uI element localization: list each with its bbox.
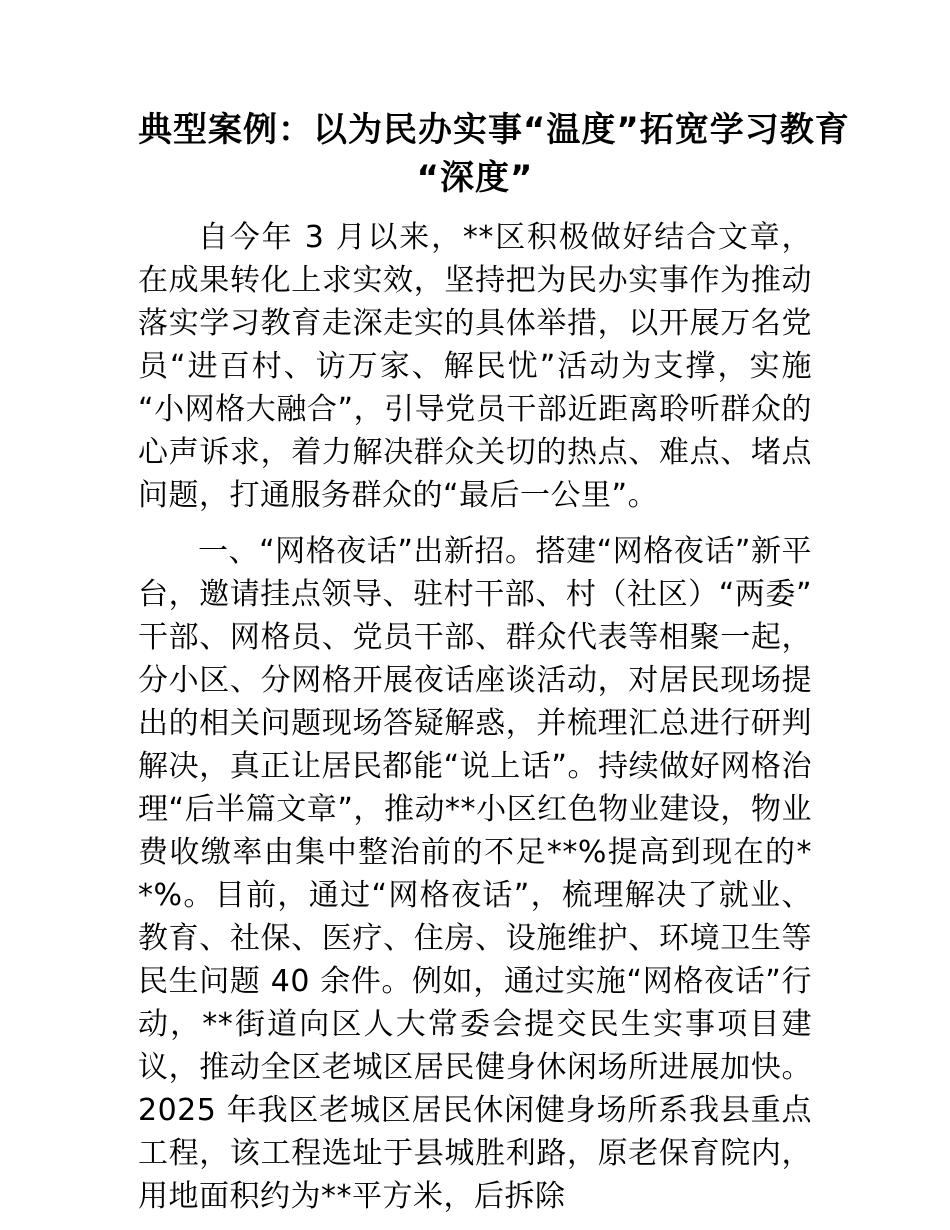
title-line-1: 典型案例：以为民办实事“温度”拓宽学习教育 xyxy=(138,110,850,150)
title-line-2: “深度” xyxy=(416,158,534,198)
paragraph-intro: 自今年 3 月以来，**区积极做好结合文章，在成果转化上求实效，坚持把为民办实事作为推动落实学习教育走深走实的具体举措，以开展万名党员“进百村、访万家、解民忧”活动为支撑，实施“小网格大融合”，引导党员干部近距离聆听群众的心声诉求，着力解决群众关切的热点、难点、堵点问题，打通服务群众的“最后一公里”。 xyxy=(138,220,812,513)
paragraph-section-one: 一、“网格夜话”出新招。搭建“网格夜话”新平台，邀请挂点领导、驻村干部、村（社区）“两委”干部、网格员、党员干部、群众代表等相聚一起，分小区、分网格开展夜话座谈活动，对居民现场提出的相关问题现场答疑解惑，并梳理汇总进行研判解决，真正让居民都能“说上话”。持续做好网格治理“后半篇文章”，推动**小区红色物业建设，物业费收缴率由集中整治前的不足**%提高到现在的**%。目前，通过“网格夜话”，梳理解决了就业、教育、社保、医疗、住房、设施维护、环境卫生等民生问题 40 余件。例如，通过实施“网格夜话”行动，**街道向区人大常委会提交民生实事项目建议，推动全区老城区居民健身休闲场所进展加快。2025 年我区老城区居民休闲健身场所系我县重点工程，该工程选址于县城胜利路，原老保育院内，用地面积约为**平方米，后拆除 xyxy=(138,534,812,1214)
document-title xyxy=(138,106,850,202)
